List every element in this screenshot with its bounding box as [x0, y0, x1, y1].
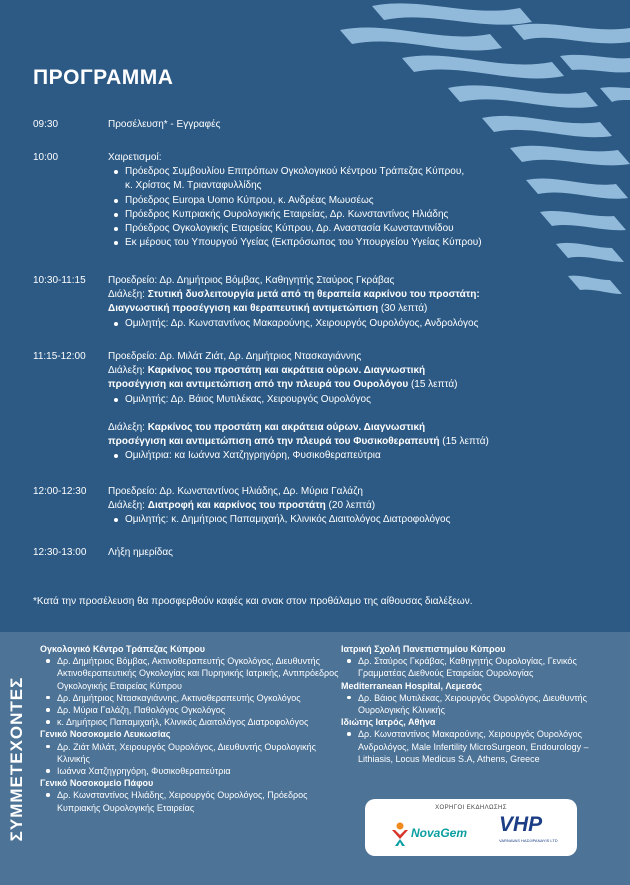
institution-heading: Ογκολογικό Κέντρο Τράπεζας Κύπρου [40, 644, 206, 654]
institution-heading: Ιδιώτης Ιατρός, Αθήνα [341, 717, 436, 728]
participant-item: Δρ. Μύρια Γαλάζη, Παθολόγος Ογκολόγος [40, 704, 340, 716]
schedule-time: 11:15-12:00 [33, 351, 86, 362]
participant-item: Δρ. Ζιάτ Μιλάτ, Χειρουργός Ουρολόγος, Διευθυντής Ουρολογικής Κλινικής [40, 741, 340, 765]
chairs: Προεδρείο: Δρ. Δημήτριος Βόμβας, Καθηγητής Σταύρος Γκράβας [108, 275, 395, 286]
participants-column-right [341, 643, 623, 765]
sponsors-box [365, 799, 577, 856]
speaker: Ομιλητής: Δρ. Κωνσταντίνος Μακαρούνης, Χειρουργός Ουρολόγος, Ανδρολόγος [108, 317, 548, 331]
lecture: Διάλεξη: Καρκίνος του προστάτη και ακράτεια ούρων. Διαγνωστική προσέγγιση και αντιμετώπιση από την πλευρά του Φυσικοθεραπευτή (15 λεπτά) [108, 421, 489, 448]
schedule-text: Προσέλευση* - Εγγραφές [108, 119, 221, 130]
greetings-list [108, 165, 548, 250]
institution-heading: Ιατρική Σχολή Πανεπιστημίου Κύπρου [341, 644, 506, 654]
footnote: *Κατά την προσέλευση θα προσφερθούν καφές και σνακ στον προθάλαμο της αίθουσας διαλέξεων. [33, 596, 473, 607]
chairs: Προεδρείο: Δρ. Κωνσταντίνος Ηλιάδης, Δρ. Μύρια Γαλάζη [108, 486, 363, 497]
list-item: Πρόεδρος Europa Uomo Κύπρου, κ. Ανδρέας Μωυσέως [108, 194, 548, 208]
schedule-text: Χαιρετισμοί: [108, 152, 162, 163]
novagem-mark-icon [389, 821, 411, 847]
speaker: Ομιλητής: Δρ. Βάιος Μυτιλέκας, Χειρουργός Ουρολόγος [108, 393, 548, 407]
participants-column-left [40, 643, 340, 814]
schedule-time: 10:00 [33, 152, 59, 163]
novagem-logo: NovaGem [389, 819, 479, 847]
participant-item: κ. Δημήτριος Παπαμιχαήλ, Κλινικός Διαιτολόγος Διατροφολόγος [40, 716, 340, 728]
speaker: Ομιλητής: κ. Δημήτριος Παπαμιχαήλ, Κλινικός Διαιτολόγος Διατροφολόγος [108, 513, 548, 527]
sponsors-label: ΧΟΡΗΓΟΙ ΕΚΔΗΛΩΣΗΣ [435, 805, 507, 811]
lecture: Διάλεξη: Καρκίνος του προστάτη και ακράτεια ούρων. Διαγνωστική προσέγγιση και αντιμετώπιση από την πλευρά του Ουρολόγου (15 λεπτά) [108, 365, 458, 391]
lecture: Διάλεξη: Στυτική δυσλειτουργία μετά από τη θεραπεία καρκίνου του προστάτη: Διαγνωστική προσέγγιση και θεραπευτική αντιμετώπιση (30 λεπτά) [108, 289, 480, 315]
vhp-logo: VHP VARNAVAS HADJIPANAYIS LTD [499, 813, 558, 843]
schedule-time: 12:00-12:30 [33, 486, 87, 497]
schedule-text: Λήξη ημερίδας [108, 547, 173, 558]
list-item: Πρόεδρος Κυπριακής Ουρολογικής Εταιρείας, Δρ. Κωνσταντίνος Ηλιάδης [108, 208, 548, 222]
participant-item: Δρ. Δημήτριος Βόμβας, Ακτινοθεραπευτής Ογκολόγος, Διευθυντής Ακτινοθεραπευτικής Ογκολογίας και Πυρηνικής Ιατρικής, Αντιπρόεδρος Ογκολογικής Εταιρείας Κύπρου [40, 655, 340, 692]
institution-heading: Γενικό Νοσοκομείο Πάφου [40, 778, 154, 789]
participant-item: Ιωάννα Χατζηγρηγόρη, Φυσικοθεραπεύτρια [40, 765, 340, 777]
participants-section [0, 632, 630, 885]
schedule-time: 09:30 [33, 119, 59, 130]
participant-item: Δρ. Κωνσταντίνος Ηλιάδης, Χειρουργός Ουρολόγος, Πρόεδρος Κυπριακής Ουρολογικής Εταιρείας [40, 789, 340, 813]
list-item: Πρόεδρος Ογκολογικής Εταιρείας Κύπρου, Δρ. Αναστασία Κωνσταντινίδου [108, 222, 548, 236]
participant-item: Δρ. Δημήτριος Ντασκαγιάννης, Ακτινοθεραπευτής Ογκολόγος [40, 692, 340, 704]
schedule-time: 10:30-11:15 [33, 275, 86, 286]
participant-item: Δρ. Σταύρος Γκράβας, Καθηγητής Ουρολογίας, Γενικός Γραμματέας Διεθνούς Εταιρείας Ουρολογίας [341, 655, 623, 679]
lecture: Διάλεξη: Διατροφή και καρκίνος του προστάτη (20 λεπτά) [108, 500, 376, 512]
chairs: Προεδρείο: Δρ. Μιλάτ Ζιάτ, Δρ. Δημήτριος Ντασκαγιάννης [108, 351, 362, 362]
institution-heading: Γενικό Νοσοκομείο Λευκωσίας [40, 729, 171, 740]
list-item: Πρόεδρος Συμβουλίου Επιτρόπων Ογκολογικού Κέντρου Τράπεζας Κύπρου, κ. Χρίστος Μ. Τριανταφυλλίδης [108, 165, 548, 193]
institution-heading: Mediterranean Hospital, Λεμεσός [341, 680, 482, 691]
participants-title: ΣΥΜΜΕΤΕΧΟΝΤΕΣ [7, 676, 26, 841]
page-title: ΠΡΟΓΡΑΜΜΑ [33, 66, 174, 89]
participant-item: Δρ. Κωνσταντίνος Μακαρούνης, Χειρουργός Ουρολόγος Ανδρολόγος, Male Infertility MicroSurgeon, Endourology – Lithiasis, Locus Medicus S.A, Athens, Greece [341, 728, 623, 765]
schedule-time: 12:30-13:00 [33, 547, 87, 558]
list-item: Εκ μέρους του Υπουργού Υγείας (Εκπρόσωπος του Υπουργείου Υγείας Κύπρου) [108, 236, 548, 250]
speaker: Ομιλήτρια: κα Ιωάννα Χατζηγρηγόρη, Φυσικοθεραπεύτρια [108, 449, 548, 463]
participant-item: Δρ. Βάιος Μυτιλέκας, Χειρουργός Ουρολόγος, Διευθυντής Ουρολογικής Κλινικής [341, 692, 623, 716]
